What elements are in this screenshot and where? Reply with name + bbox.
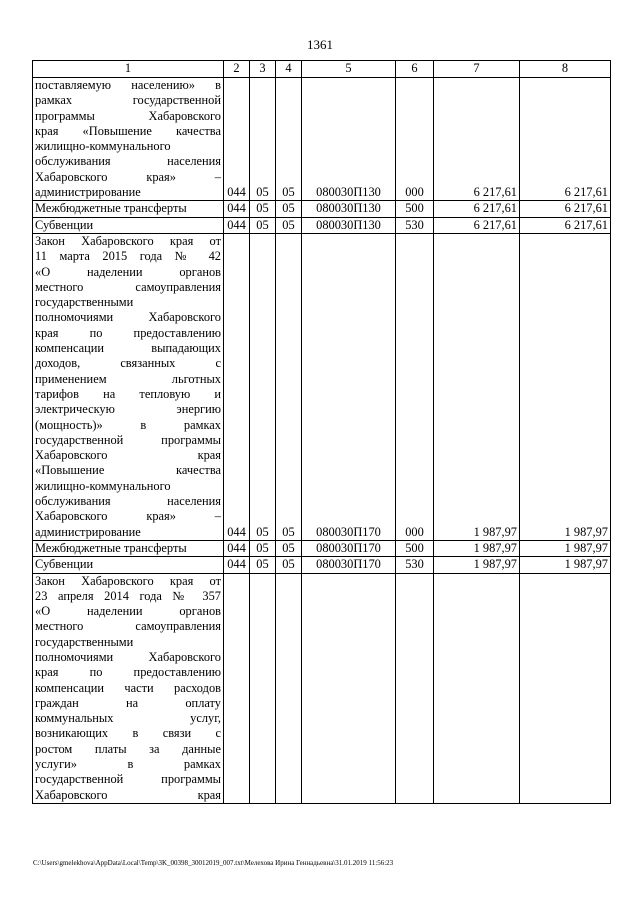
description-line: местного самоуправления xyxy=(35,279,221,294)
gr-code: 044 xyxy=(224,201,250,217)
subsection-code: 05 xyxy=(276,557,302,573)
row-description xyxy=(33,573,224,803)
row-description xyxy=(33,78,224,201)
table-row xyxy=(33,573,611,803)
table-row xyxy=(33,540,611,556)
description-line: поставляемую населению» в xyxy=(35,78,221,92)
gr-code: 044 xyxy=(224,78,250,201)
description-line: компенсации части расходов xyxy=(35,680,221,695)
target-article-code: 080030П130 xyxy=(302,201,396,217)
table-row xyxy=(33,201,611,217)
gr-code: 044 xyxy=(224,233,250,540)
table-body xyxy=(33,78,611,804)
description-line: края «Повышение качества xyxy=(35,123,221,138)
description-line: применением льготных xyxy=(35,371,221,386)
table-row xyxy=(33,233,611,540)
gr-code xyxy=(224,573,250,803)
description-line: полномочиями Хабаровского xyxy=(35,310,221,325)
description-line: местного самоуправления xyxy=(35,619,221,634)
target-article-code: 080030П130 xyxy=(302,217,396,233)
description-line: Закон Хабаровского края от xyxy=(35,573,221,588)
description-line: края по предоставлению xyxy=(35,665,221,680)
description-line: полномочиями Хабаровского xyxy=(35,649,221,664)
target-article-code: 080030П130 xyxy=(302,78,396,201)
description-line: «О наделении органов xyxy=(35,604,221,619)
description-line: государственной программы xyxy=(35,432,221,447)
description-line: жилищно-коммунального xyxy=(35,478,171,493)
description-line: Хабаровского края xyxy=(35,787,221,802)
description-line: программы Хабаровского xyxy=(35,108,221,123)
description-line: возникающих в связи с xyxy=(35,726,221,741)
description-line: Субвенции xyxy=(35,557,94,572)
description-line: администрирование xyxy=(35,524,141,539)
description-line: «О наделении органов xyxy=(35,264,221,279)
expense-type-code: 530 xyxy=(396,217,434,233)
description-line: услуги» в рамках xyxy=(35,757,221,772)
target-article-code xyxy=(302,573,396,803)
column-header: 3 xyxy=(250,61,276,78)
table-row xyxy=(33,78,611,201)
description-line: обслуживания населения xyxy=(35,154,221,169)
section-code: 05 xyxy=(250,540,276,556)
description-line: тарифов на тепловую и xyxy=(35,386,221,401)
section-code xyxy=(250,573,276,803)
description-line: Хабаровского края» – xyxy=(35,509,221,524)
amount-2019: 6 217,61 xyxy=(434,78,520,201)
amount-2019: 1 987,97 xyxy=(434,233,520,540)
section-code: 05 xyxy=(250,78,276,201)
amount-2020: 6 217,61 xyxy=(520,78,611,201)
amount-2019: 1 987,97 xyxy=(434,540,520,556)
column-header: 1 xyxy=(33,61,224,78)
section-code: 05 xyxy=(250,201,276,217)
description-line: ростом платы за данные xyxy=(35,741,221,756)
row-description xyxy=(33,540,224,556)
target-article-code: 080030П170 xyxy=(302,557,396,573)
description-line: рамках государственной xyxy=(35,93,221,108)
description-line: Субвенции xyxy=(35,217,94,232)
row-description xyxy=(33,201,224,217)
description-line: доходов, связанных с xyxy=(35,356,221,371)
description-line: администрирование xyxy=(35,185,141,200)
expense-type-code: 500 xyxy=(396,540,434,556)
description-line: Хабаровского края xyxy=(35,448,221,463)
amount-2020: 6 217,61 xyxy=(520,217,611,233)
section-code: 05 xyxy=(250,217,276,233)
subsection-code: 05 xyxy=(276,540,302,556)
expense-type-code xyxy=(396,573,434,803)
table-row xyxy=(33,217,611,233)
amount-2019 xyxy=(434,573,520,803)
subsection-code xyxy=(276,573,302,803)
gr-code: 044 xyxy=(224,540,250,556)
description-line: края по предоставлению xyxy=(35,325,221,340)
expense-type-code: 530 xyxy=(396,557,434,573)
gr-code: 044 xyxy=(224,217,250,233)
table-row xyxy=(33,557,611,573)
description-line: коммунальных услуг, xyxy=(35,711,221,726)
amount-2019: 1 987,97 xyxy=(434,557,520,573)
subsection-code: 05 xyxy=(276,233,302,540)
description-line: Межбюджетные трансферты xyxy=(35,201,187,216)
target-article-code: 080030П170 xyxy=(302,540,396,556)
description-line: обслуживания населения xyxy=(35,494,221,509)
expense-type-code: 000 xyxy=(396,233,434,540)
amount-2019: 6 217,61 xyxy=(434,201,520,217)
gr-code: 044 xyxy=(224,557,250,573)
description-line: государственными xyxy=(35,295,134,310)
description-line: жилищно-коммунального xyxy=(35,139,171,154)
row-description xyxy=(33,233,224,540)
description-line: Межбюджетные трансферты xyxy=(35,540,187,555)
amount-2019: 6 217,61 xyxy=(434,217,520,233)
column-header: 5 xyxy=(302,61,396,78)
budget-table xyxy=(32,60,611,804)
description-line: государственными xyxy=(35,634,134,649)
expense-type-code: 500 xyxy=(396,201,434,217)
column-header: 8 xyxy=(520,61,611,78)
column-header: 7 xyxy=(434,61,520,78)
amount-2020: 1 987,97 xyxy=(520,233,611,540)
subsection-code: 05 xyxy=(276,201,302,217)
subsection-code: 05 xyxy=(276,217,302,233)
column-header: 2 xyxy=(224,61,250,78)
description-line: электрическую энергию xyxy=(35,402,221,417)
description-line: 11 марта 2015 года № 42 xyxy=(35,249,221,264)
description-line: государственной программы xyxy=(35,772,221,787)
column-header: 4 xyxy=(276,61,302,78)
description-line: (мощность)» в рамках xyxy=(35,417,221,432)
amount-2020: 6 217,61 xyxy=(520,201,611,217)
amount-2020: 1 987,97 xyxy=(520,540,611,556)
column-header: 6 xyxy=(396,61,434,78)
description-line: Закон Хабаровского края от xyxy=(35,233,221,248)
file-path-footer: C:\Users\gmelekhova\AppData\Local\Temp\3K_00398_30012019_007.txt\Мелехова Ирина Геннадьевна\31.01.2019 11:56:23 xyxy=(33,859,394,867)
description-line: Хабаровского края» – xyxy=(35,169,221,184)
section-code: 05 xyxy=(250,557,276,573)
section-code: 05 xyxy=(250,233,276,540)
row-description xyxy=(33,557,224,573)
page-number: 1361 xyxy=(307,37,333,52)
row-description xyxy=(33,217,224,233)
amount-2020 xyxy=(520,573,611,803)
subsection-code: 05 xyxy=(276,78,302,201)
description-line: компенсации выпадающих xyxy=(35,341,221,356)
description-line: граждан на оплату xyxy=(35,695,221,710)
description-line: «Повышение качества xyxy=(35,463,221,478)
amount-2020: 1 987,97 xyxy=(520,557,611,573)
target-article-code: 080030П170 xyxy=(302,233,396,540)
description-line: 23 апреля 2014 года № 357 xyxy=(35,588,221,603)
expense-type-code: 000 xyxy=(396,78,434,201)
header-row xyxy=(33,61,611,78)
